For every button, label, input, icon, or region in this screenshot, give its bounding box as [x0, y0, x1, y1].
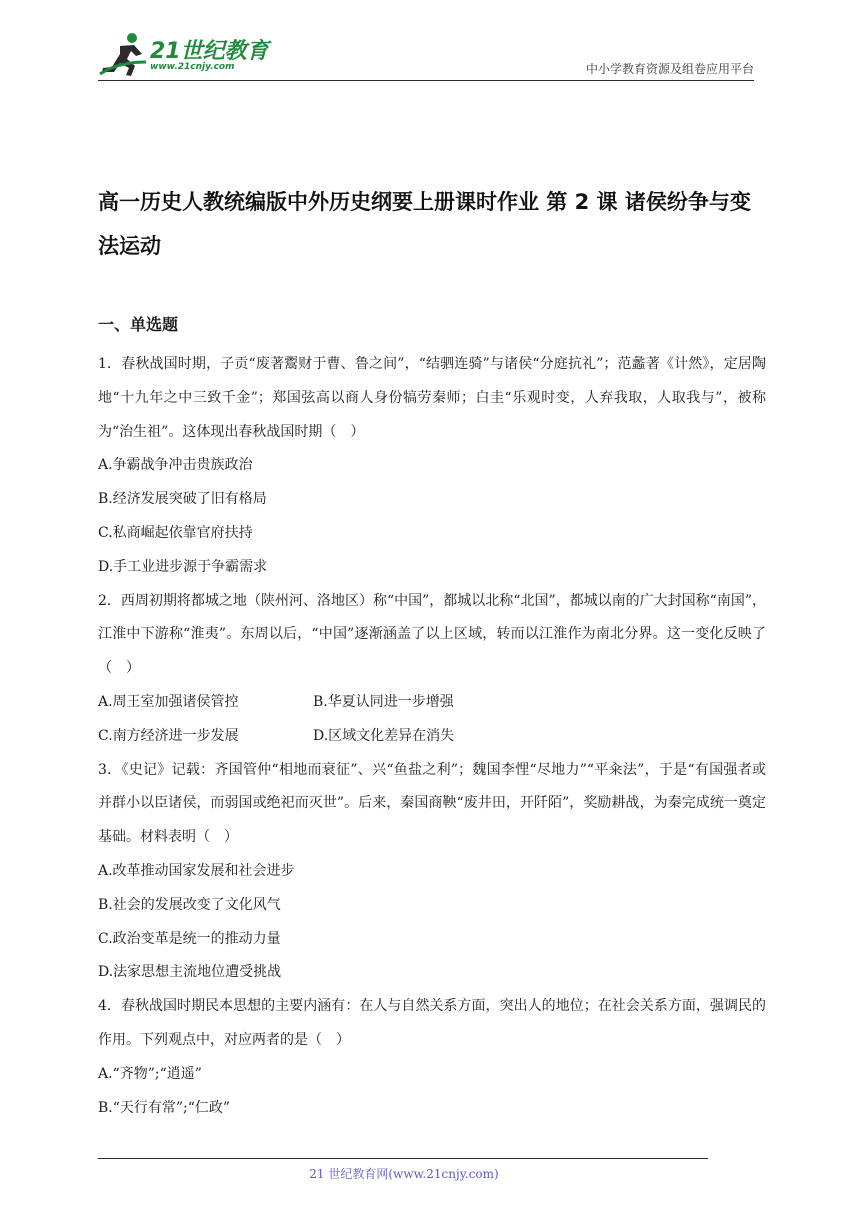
question-2-options-row-2: [98, 720, 766, 754]
question-2-option-b: B.华夏认同进一步增强: [313, 693, 454, 710]
question-1-option-d: D.手工业进步源于争霸需求: [98, 558, 268, 575]
question-2-option-c: C.南方经济进一步发展: [98, 727, 239, 744]
document-title: 高一历史人教统编版中外历史纲要上册课时作业 第 2 课 诸侯纷争与变法运动: [98, 190, 751, 258]
section-heading: 一、单选题: [98, 315, 179, 334]
site-logo[interactable]: [98, 32, 268, 78]
footer-link[interactable]: 21 世纪教育网(www.21cnjy.com): [309, 1167, 499, 1181]
question-list: [98, 348, 766, 1125]
platform-name: 中小学教育资源及组卷应用平台: [585, 62, 754, 76]
question-3-option-a: A.改革推动国家发展和社会进步: [98, 862, 295, 879]
runner-icon: [98, 32, 150, 78]
footer-divider: [98, 1158, 708, 1159]
question-2-option-d: D.区域文化差异在消失: [313, 727, 455, 744]
question-1-option-b: B.经济发展突破了旧有格局: [98, 491, 267, 508]
question-3-option-b: B.社会的发展改变了文化风气: [98, 896, 281, 913]
question-4-option-a: A.“齐物”;“逍遥”: [98, 1065, 202, 1082]
question-1-stem: 1．春秋战国时期，子贡“废著鬻财于曹、鲁之间”，“结驷连骑”与诸侯“分庭抗礼”；范蠡著《计然》，定居陶地“十九年之中三致千金”；郑国弦高以商人身份犒劳秦师；白圭“乐观时变，人弃我取，人取我与”，被称为“治生祖”。这体现出春秋战国时期（ ）: [98, 356, 766, 440]
logo-text: 21世纪教育: [150, 39, 269, 64]
question-1-option-a: A.争霸战争冲击贵族政治: [98, 457, 253, 474]
question-3-option-d: D.法家思想主流地位遭受挑战: [98, 964, 282, 981]
logo-url: www.21cnjy.com: [150, 62, 235, 72]
question-2-options-row-1: [98, 686, 766, 720]
question-4-option-b: B.“天行有常”;“仁政”: [98, 1099, 231, 1116]
question-4-stem: 4．春秋战国时期民本思想的主要内涵有：在人与自然关系方面，突出人的地位；在社会关系方面，强调民的作用。下列观点中，对应两者的是（ ）: [98, 998, 766, 1048]
question-2-option-a: A.周王室加强诸侯管控: [98, 693, 239, 710]
question-3-option-c: C.政治变革是统一的推动力量: [98, 930, 281, 947]
question-3-stem: 3．《史记》记载：齐国管仲“相地而衰征”、兴“鱼盐之利”；魏国李悝“尽地力”“平籴法”，于是“有国强者或并群小以臣诸侯，而弱国或绝祀而灭世”。后来，秦国商鞅“废井田，开阡陌”，奖励耕战，为秦完成统一奠定基础。材料表明（ ）: [98, 761, 766, 846]
page-header: [98, 26, 754, 81]
question-2-stem: 2．西周初期将都城之地（陕州河、洛地区）称“中国”，都城以北称“北国”，都城以南的广大封国称“南国”，江淮中下游称“淮夷”。东周以后，“中国”逐渐涵盖了以上区域，转而以江淮作为南北分界。这一变化反映了（ ）: [98, 592, 766, 677]
question-1-option-c: C.私商崛起依靠官府扶持: [98, 524, 253, 541]
